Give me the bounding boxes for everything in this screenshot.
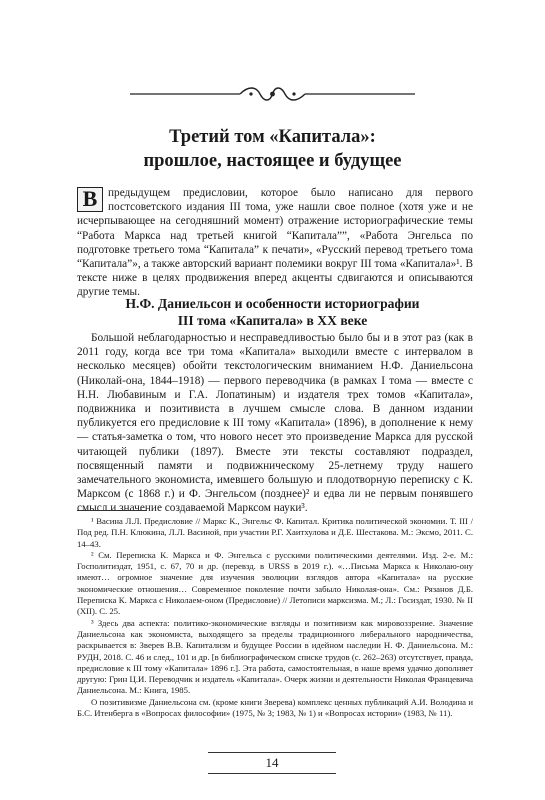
footnote-1: ¹ Васина Л.Л. Предисловие // Маркс К., Энгельс Ф. Капитал. Критика политической экономии. Т. III / Под ред. П.Н. Клюкина, Л.Л. Васиной, при участии Р.Г. Хаитхулова и Д.Е. Шестакова. М.: Эксмо, 2011. С. 14–43.	[77, 516, 473, 549]
footnote-divider	[77, 510, 147, 511]
intro-text: предыдущем предисловии, которое было написано для первого постсоветского издания III тома, уже нашли свое полное (хотя уже и не исчерпывающее на сегодняшний момент) отражение историографические темы “Работа Маркса над третьей книгой “Капитала””, «Работа Энгельса по подготовке третьего тома “Капитала” к печати», «Русский перевод третьего тома “Капитала”», а также авторский вариант полемики вокруг III тома «Капитала»¹. В тексте ниже в целях продвижения вперед акценты сдвигаются и описываются другие темы.	[77, 187, 473, 299]
chapter-title	[60, 125, 485, 173]
intro-paragraph	[77, 186, 473, 300]
section-heading-line-1: Н.Ф. Даниельсон и особенности историографии	[125, 296, 420, 311]
decorative-ornament	[130, 84, 415, 104]
drop-cap: В	[77, 187, 103, 212]
footnotes	[77, 516, 473, 719]
footnote-3: ³ Здесь два аспекта: политико-экономические взгляды и позитивизм как мировоззрение. Значение Даниельсона как экономиста, выходящего за пределы традиционного либерального народничества, раскрывается в: Зверев В.В. Капитализм и будущее России в идейном наследии Н. Ф. Даниельсона. М.: РУДН, 2018. С. 46 и след., 101 и др. [в библиографическом списке трудов (с. 262–263) отсутствует, правда, предисловие к III тому «Капитала» 1896 г.]. Эта работа, самостоятельная, в наше время удачно дополняет другую: Грин Ц.И. Переводчик и издатель «Капитала». Очерк жизни и деятельности Николая Францевича Даниельсона. М.: Книга, 1985.	[77, 617, 473, 696]
footnote-2: ² См. Переписка К. Маркса и Ф. Энгельса с русскими политическими деятелями. Изд. 2-е. М.: Госполитиздат, 1951, с. 67, 70 и др. (перевзд. в URSS в 2019 г.). «…Письма Маркса к Николаю-ону имеют… огромное значение для изучения эволюции взглядов автора «Капитала» на русские экономические отношения… Современное поколение почти забыло Николая-она». См.: Рязанов Д.Б. Переписка К. Маркса с Николаем-оном (Предисловие) // Летописи марксизма. М.; Л.: Госиздат, 1930. № II (XII). С. 25.	[77, 549, 473, 617]
section-paragraph: Большой неблагодарностью и несправедливостью было бы и в этот раз (как в 2011 году, когда все три тома «Капитала» выходили вместе с интервалом в несколько месяцев) обойти текстологическим вниманием Н.Ф. Даниельсона (Николай-она, 1844–1918) — первого переводчика (в рамках I тома — вместе с Н.Н. Любавиным и Г.А. Лопатиным) и издателя трех томов «Капитала», подвижника и позитивиста в лучшем смысле слова. В данном издании публикуется его предисловие к III тому «Капитала» (1896), в дополнение к нему — статья-заметка о том, что нового несет это произведение Маркса для русской читающей публики (1897). Вместе эти тексты составляют подраздел, посвященный памяти и подвижническому 25-летнему труду нашего замечательного экономиста, имевшего большую и плодотворную переписку с К. Марксом (с 1868 г.) и Ф. Энгельсом (позднее)² и едва ли не первым понявшего смысл и значение создаваемой Марксом науки³.	[77, 332, 473, 515]
section-heading-line-2: III тома «Капитала» в XX веке	[177, 313, 368, 328]
footnote-3-continued: О позитивизме Даниельсона см. (кроме книги Зверева) комплекс ценных публикаций А.И. Володина и Б.С. Итенберга в «Вопросах философии» (1975, № 3; 1983, № 1) и «Вопросах истории» (1983, № 11).	[77, 696, 473, 719]
title-line-2: прошлое, настоящее и будущее	[143, 151, 402, 171]
page-number: 14	[208, 752, 336, 774]
title-line-1: Третий том «Капитала»:	[169, 127, 376, 147]
section-heading	[70, 295, 475, 329]
